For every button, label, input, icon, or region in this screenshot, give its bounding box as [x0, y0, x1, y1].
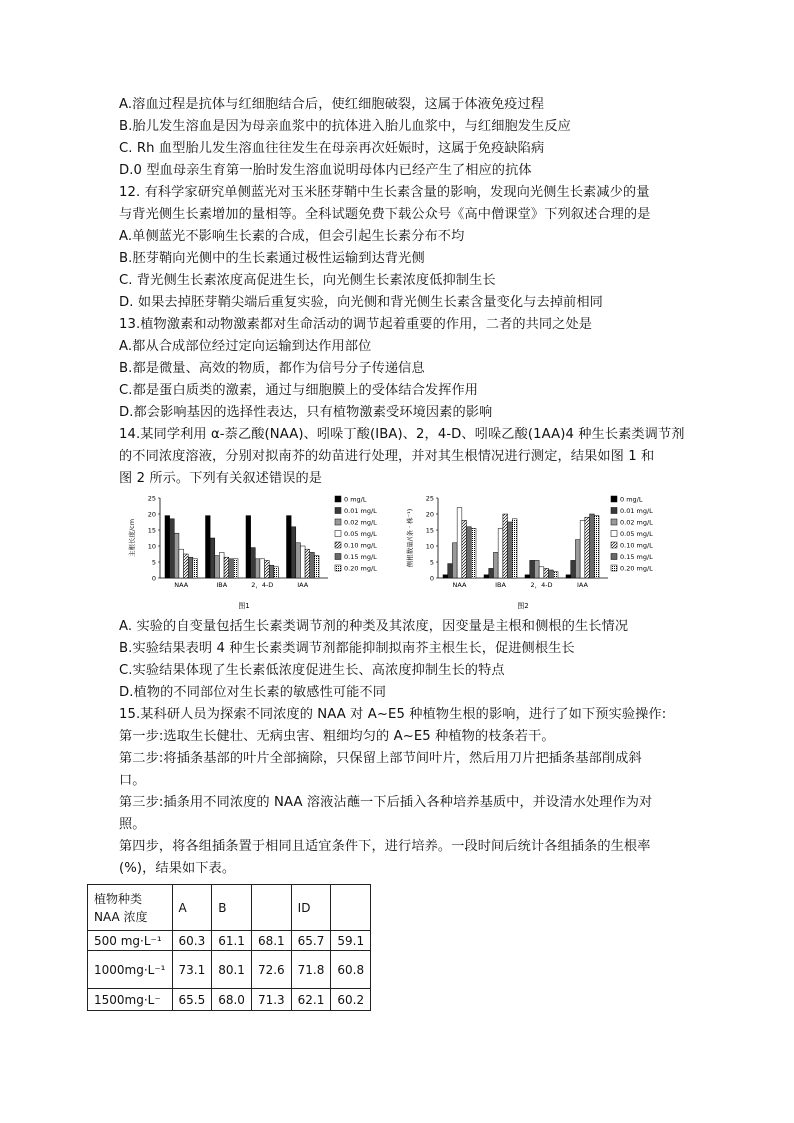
table-cell: 65.5	[172, 989, 212, 1011]
text-line: 与背光侧生长素增加的量相等。全科试题免费下载公众号《高中僧课堂》下列叙述合理的是	[119, 207, 651, 222]
table-cell: 73.1	[172, 951, 212, 989]
legend-label: 0.20 mg/L	[344, 564, 377, 573]
bar-chart-1	[128, 490, 398, 614]
y-tick-label: 5	[429, 558, 434, 567]
text-line: D.都会影响基因的选择性表达，只有植物激素受环境因素的影响	[119, 405, 493, 420]
bar	[571, 560, 576, 578]
table-cell: 500 mg·L⁻¹	[88, 931, 173, 951]
bar	[566, 575, 571, 578]
text-line: D. 如果去掉胚芽鞘尖端后重复实验，向光侧和背光侧生长素含量变化与去掉前相同	[119, 295, 603, 310]
legend-swatch	[335, 496, 341, 502]
text-line: A. 实验的自变量包括生长素类调节剂的种类及其浓度，因变量是主根和侧根的生长情况	[119, 619, 629, 634]
table-cell: 68.1	[251, 931, 291, 951]
bar	[512, 519, 517, 578]
x-tick-label: NAA	[452, 581, 467, 589]
legend-swatch	[611, 542, 617, 548]
figure-caption: 图1	[238, 602, 250, 610]
table-cell: 62.1	[291, 989, 331, 1011]
table-cell: 60.3	[172, 931, 212, 951]
text-line: (%)，结果如下表。	[119, 861, 236, 876]
legend-label: 0 mg/L	[620, 495, 643, 504]
legend-label: 0.01 mg/L	[344, 507, 377, 515]
text-line: B.胚芽鞘向光侧中的生长素通过极性运输到达背光侧	[119, 251, 425, 266]
text-line: 13.植物激素和动物激素都对生命活动的调节起着重要的作用，二者的共同之处是	[119, 317, 593, 332]
bar	[549, 570, 554, 578]
text-line: 第二步:将插条基部的叶片全部摘除，只保留上部节间叶片，然后用刀片把插条基部削成斜	[119, 751, 642, 766]
bar	[215, 556, 220, 578]
x-tick-label: IAA	[297, 581, 309, 589]
text-line: B.实验结果表明 4 种生长素类调节剂都能抑制拟南芥主根生长，促进侧根生长	[119, 641, 575, 656]
bar	[229, 559, 234, 578]
legend-swatch	[335, 565, 341, 571]
legend-swatch	[611, 554, 617, 560]
text-line: D.植物的不同部位对生长素的敏感性可能不同	[119, 685, 387, 700]
bar	[462, 520, 467, 578]
bar	[525, 575, 530, 578]
table-cell: 80.1	[212, 951, 252, 989]
legend-label: 0.10 mg/L	[620, 541, 653, 550]
text-line: C. 背光侧生长素浓度高促进生长，向光侧生长素浓度低抑制生长	[119, 273, 496, 288]
legend-swatch	[335, 508, 341, 514]
bar	[457, 508, 462, 578]
bar	[503, 514, 508, 578]
bar	[448, 564, 453, 578]
legend-label: 0.01 mg/L	[620, 507, 653, 515]
figure-1	[128, 490, 398, 618]
bar	[265, 560, 270, 578]
bar	[484, 575, 489, 578]
x-tick-label: IAA	[577, 581, 588, 589]
bar	[580, 520, 585, 578]
bar	[287, 516, 292, 578]
bar	[174, 533, 179, 578]
legend-swatch	[335, 519, 341, 525]
text-line: 的不同浓度溶液，分别对拟南芥的幼苗进行处理，并对其生根情况进行测定，结果如图 1 和	[119, 449, 655, 464]
bar	[291, 527, 296, 578]
legend-swatch	[335, 542, 341, 548]
y-tick-label: 25	[425, 494, 434, 503]
bar	[165, 516, 170, 578]
table-row	[88, 931, 371, 951]
legend-label: 0 mg/L	[344, 495, 367, 504]
bar	[296, 543, 301, 578]
bar	[585, 517, 590, 578]
bar	[534, 560, 539, 578]
x-tick-label: 2，4-D	[530, 581, 553, 589]
text-line: 15.某科研人员为探索不同浓度的 NAA 对 A~E5 种植物生根的影响，进行了如下预实验操作:	[119, 707, 667, 722]
text-line: 口。	[119, 773, 146, 788]
text-line: 14.某同学利用 α-萘乙酸(NAA)、吲哚丁酸(IBA)、2，4-D、吲哚乙酸(1AA)4 种生长素类调节剂	[119, 427, 685, 442]
legend-label: 0.05 mg/L	[620, 530, 653, 538]
legend-swatch	[611, 496, 617, 502]
table-header-cell	[331, 885, 371, 931]
table-header-cell: ID	[291, 885, 331, 931]
y-tick-label: 10	[147, 542, 156, 551]
y-tick-label: 0	[429, 574, 434, 583]
bar	[219, 552, 224, 578]
text-line: D.0 型血母亲生育第一胎时发生溶血说明母体内已经产生了相应的抗体	[119, 163, 532, 178]
bar	[314, 556, 319, 578]
bar	[260, 559, 265, 578]
bar	[188, 557, 193, 578]
text-line: 第三步:插条用不同浓度的 NAA 溶液沾蘸一下后插入各种培养基质中，并设清水处理作为对	[119, 795, 653, 810]
x-tick-label: 2，4-D	[251, 581, 274, 589]
text-line: 第一步:选取生长健壮、无病虫害、粗细均匀的 A~E5 种植物的枝条若干。	[119, 729, 555, 744]
bar	[539, 567, 544, 578]
text-line: A.溶血过程是抗体与红细胞结合后，使红细胞破裂，这属于体液免疫过程	[119, 97, 545, 112]
bar	[193, 559, 198, 578]
bar	[489, 568, 494, 578]
table-header-cell	[251, 885, 291, 931]
bar	[467, 527, 472, 578]
table-corner-header: 植物种类 NAA 浓度	[88, 885, 173, 931]
legend-swatch	[611, 508, 617, 514]
figure-2	[406, 490, 684, 618]
text-line: C.实验结果体现了生长素低浓度促进生长、高浓度抑制生长的特点	[119, 663, 505, 678]
text-line: A.单侧蓝光不影响生长素的合成，但会引起生长素分布不均	[119, 229, 465, 244]
table-row	[88, 989, 371, 1011]
bar	[452, 543, 457, 578]
y-tick-label: 15	[425, 526, 434, 535]
text-line: C. Rh 血型胎儿发生溶血往往发生在母亲再次妊娠时，这属于免疫缺陷病	[119, 141, 545, 156]
table-cell: 72.6	[251, 951, 291, 989]
bar	[179, 549, 184, 578]
bar	[251, 548, 256, 578]
y-tick-label: 20	[147, 510, 156, 519]
y-tick-label: 25	[147, 494, 156, 503]
y-tick-label: 5	[151, 558, 156, 567]
legend-label: 0.15 mg/L	[344, 553, 377, 561]
bar	[206, 516, 211, 578]
bar	[310, 552, 315, 578]
table-cell: 71.3	[251, 989, 291, 1011]
bar	[305, 549, 310, 578]
x-tick-label: IBA	[495, 581, 506, 589]
y-axis-label: 主根长度/cm	[128, 518, 136, 558]
y-axis-label: 侧根数量/(条 · 株⁻¹)	[406, 508, 414, 568]
bar	[210, 538, 215, 578]
bar-chart-2	[406, 490, 684, 614]
table-cell: 60.2	[331, 989, 371, 1011]
bar	[269, 565, 274, 578]
y-tick-label: 0	[151, 574, 156, 583]
bar	[246, 516, 251, 578]
legend-label: 0.10 mg/L	[344, 541, 377, 550]
bar	[553, 572, 558, 578]
bar	[590, 514, 595, 578]
legend-label: 0.15 mg/L	[620, 553, 653, 561]
table-cell: 68.0	[212, 989, 252, 1011]
text-line: A.都从合成部位经过定向运输到达作用部位	[119, 339, 372, 354]
table-header-cell: B	[212, 885, 252, 931]
table-cell: 1500mg·L⁻	[88, 989, 173, 1011]
table-cell: 61.1	[212, 931, 252, 951]
bar	[530, 560, 535, 578]
table-header-cell: A	[172, 885, 212, 931]
bar	[443, 575, 448, 578]
legend-label: 0.02 mg/L	[620, 518, 653, 527]
text-line: B.都是微量、高效的物质，都作为信号分子传递信息	[119, 361, 425, 376]
bar	[300, 546, 305, 578]
bar	[471, 528, 476, 578]
legend-swatch	[611, 531, 617, 537]
table-cell: 1000mg·L⁻¹	[88, 951, 173, 989]
text-line: 照。	[119, 817, 146, 832]
legend-swatch	[611, 565, 617, 571]
text-line: 图 2 所示。下列有关叙述错误的是	[119, 471, 323, 486]
bar	[493, 552, 498, 578]
text-line: C.都是蛋白质类的激素，通过与细胞膜上的受体结合发挥作用	[119, 383, 479, 398]
text-line: B.胎儿发生溶血是因为母亲血浆中的抗体进入胎儿血浆中，与红细胞发生反应	[119, 119, 571, 134]
bar	[274, 567, 279, 578]
x-tick-label: IBA	[216, 581, 228, 589]
text-line: 12. 有科学家研究单侧蓝光对玉米胚芽鞘中生长素含量的影响，发现向光侧生长素减少的量	[119, 185, 650, 200]
y-tick-label: 15	[147, 526, 156, 535]
y-tick-label: 10	[425, 542, 434, 551]
y-tick-label: 20	[425, 510, 434, 519]
bar	[233, 559, 238, 578]
x-tick-label: NAA	[174, 581, 189, 589]
bar	[224, 557, 229, 578]
table-cell: 60.8	[331, 951, 371, 989]
bar	[544, 568, 549, 578]
bar	[508, 522, 513, 578]
table-cell: 71.8	[291, 951, 331, 989]
bar	[255, 559, 260, 578]
text-line: 第四步，将各组插条置于相同且适宜条件下，进行培养。一段时间后统计各组插条的生根率	[119, 839, 651, 854]
legend-label: 0.05 mg/L	[344, 530, 377, 538]
legend-swatch	[335, 531, 341, 537]
legend-label: 0.20 mg/L	[620, 564, 653, 573]
bar	[594, 516, 599, 578]
bar	[575, 540, 580, 578]
table-row	[88, 951, 371, 989]
bar	[498, 528, 503, 578]
legend-swatch	[611, 519, 617, 525]
figure-caption: 图2	[517, 602, 529, 610]
table-cell: 59.1	[331, 931, 371, 951]
table-header-row	[88, 885, 371, 931]
naa-rooting-table	[87, 884, 371, 1011]
legend-label: 0.02 mg/L	[344, 518, 377, 527]
bar	[170, 519, 175, 578]
bar	[184, 554, 189, 578]
table-cell: 65.7	[291, 931, 331, 951]
legend-swatch	[335, 554, 341, 560]
